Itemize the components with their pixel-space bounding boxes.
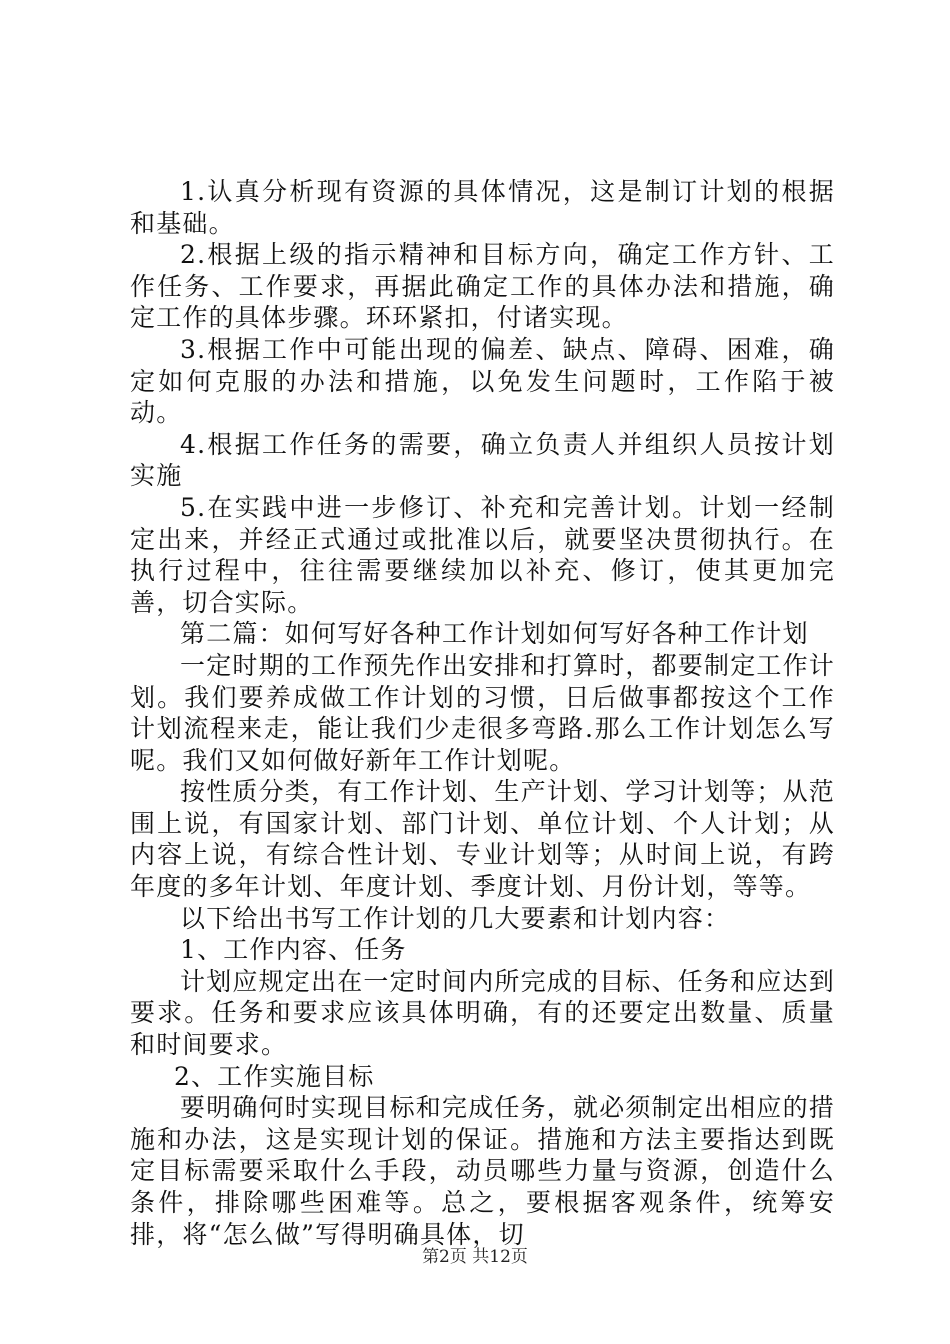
paragraph-4: 4.根据工作任务的需要，确立负责人并组织人员按计划实施 xyxy=(130,429,835,491)
section-heading: 第二篇：如何写好各种工作计划如何写好各种工作计划 xyxy=(180,619,809,649)
paragraph-5: 5.在实践中进一步修订、补充和完善计划。计划一经制定出来，并经正式通过或批准以后，就要坚决贯彻执行。在执行过程中，往往需要继续加以补充、修订，使其更加完善，切合实际。 xyxy=(130,492,835,617)
subheading-2: 2、工作实施目标 xyxy=(174,1061,375,1091)
page-footer: 第2页 共12页 xyxy=(422,1247,528,1267)
subheading-1: 1、工作内容、任务 xyxy=(180,935,407,965)
paragraph-11: 计划应规定出在一定时间内所完成的目标、任务和应达到要求。任务和要求应该具体明确，有的还要定出数量、质量和时间要求。 xyxy=(130,966,836,1060)
paragraph-1: 1.认真分析现有资源的具体情况，这是制订计划的根据和基础。 xyxy=(130,177,835,238)
paragraph-2: 2.根据上级的指示精神和目标方向，确定工作方针、工作任务、工作要求，再据此确定工作的具体办法和措施，确定工作的具体步骤。环环紧扣，付诸实现。 xyxy=(130,240,835,333)
paragraph-3: 3.根据工作中可能出现的偏差、缺点、障碍、困难，确定如何克服的办法和措施，以免发生问题时，工作陷于被动。 xyxy=(130,334,835,428)
paragraph-8: 按性质分类，有工作计划、生产计划、学习计划等；从范围上说，有国家计划、部门计划、单位计划、个人计划；从内容上说，有综合性计划、专业计划等；从时间上说，有跨年度的多年计划、年度计划、季度计划、月份计划，等等。 xyxy=(130,777,836,902)
paragraph-7: 一定时期的工作预先作出安排和打算时，都要制定工作计划。我们要养成做工作计划的习惯，日后做事都按这个工作计划流程来走，能让我们少走很多弯路.那么工作计划怎么写呢。我们又如何做好新年工作计划呢。 xyxy=(130,650,836,775)
paragraph-9: 以下给出书写工作计划的几大要素和计划内容： xyxy=(180,903,731,933)
document-body xyxy=(130,176,835,1250)
paragraph-13: 要明确何时实现目标和完成任务，就必须制定出相应的措施和办法，这是实现计划的保证。措施和方法主要指达到既定目标需要采取什么手段，动员哪些力量与资源，创造什么条件，排除哪些困难等。总之，要根据客观条件，统筹安排，将“怎么做”写得明确具体，切 xyxy=(130,1093,836,1249)
